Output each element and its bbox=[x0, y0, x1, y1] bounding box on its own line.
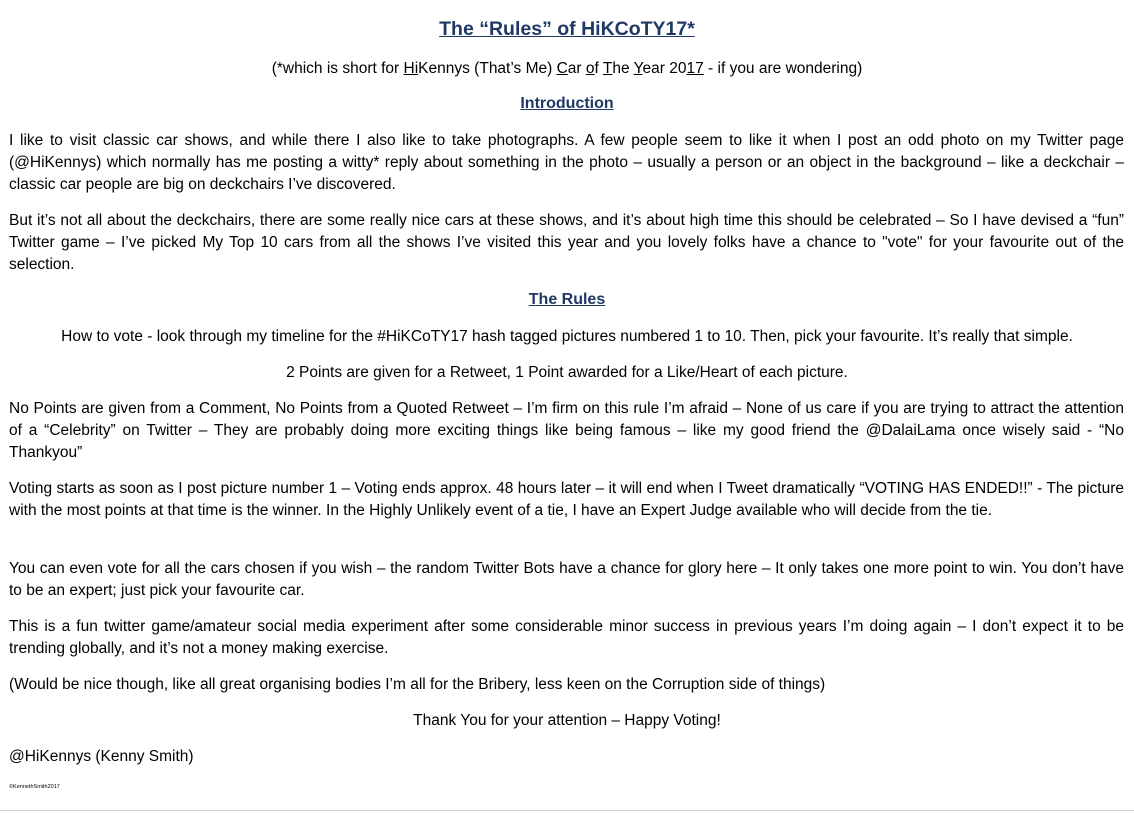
subtitle-underlined-c: C bbox=[556, 60, 568, 77]
intro-paragraph-2: But it’s not all about the deckchairs, there are some really nice cars at these shows, and it’s about high time this should be celebrated – So I have devised a “fun” Twitter game – I’ve picked My Top 10 cars from all the shows I’ve visited this year and you lovely folks have a chance to "vote" for your favourite out of the selection. bbox=[9, 212, 1124, 273]
subtitle-underlined-o: o bbox=[585, 60, 595, 77]
thanks-line: Thank You for your attention – Happy Voting! bbox=[413, 712, 721, 729]
rule-voting-starts: Voting starts as soon as I post picture number 1 – Voting ends approx. 48 hours later – it will end when I Tweet dramatically “VOTING HAS ENDED!!” - The picture with the most points at that time is the winner. In the Highly Unlikely event of a tie, I have an Expert Judge available who will decide from the tie. bbox=[9, 480, 1124, 519]
subtitle-text: (*which is short for bbox=[271, 60, 404, 77]
introduction-heading: Introduction bbox=[520, 95, 614, 112]
document-title: The “Rules” of HiKCoTY17* bbox=[439, 18, 695, 40]
rule-points: 2 Points are given for a Retweet, 1 Point awarded for a Like/Heart of each picture. bbox=[286, 364, 848, 381]
rule-how-to-vote: How to vote - look through my timeline for the #HiKCoTY17 hash tagged pictures numbered 1 to 10. Then, pick your favourite. It’s really that simple. bbox=[61, 328, 1073, 345]
document-subtitle bbox=[0, 60, 1134, 78]
subtitle-underlined-y: Y bbox=[633, 60, 643, 77]
subtitle-text: - if you are wondering) bbox=[703, 60, 863, 77]
subtitle-underlined-hi: Hi bbox=[403, 60, 419, 77]
rule-no-points: No Points are given from a Comment, No Points from a Quoted Retweet – I’m firm on this rule I’m afraid – None of us care if you are trying to attract the attention of a “Celebrity” on Twitter – They are probably doing more exciting things like being famous – like my good friend the @DalaiLama once wisely said - “No Thankyou” bbox=[9, 400, 1124, 461]
copyright-notice: ©KennethSmith2017 bbox=[9, 784, 60, 790]
page-bottom-divider bbox=[0, 810, 1134, 811]
subtitle-text: f bbox=[594, 60, 603, 77]
rule-fun-game: This is a fun twitter game/amateur social media experiment after some considerable minor success in previous years I’m doing again – I don’t expect it to be trending globally, and it’s not a money making exercise. bbox=[9, 618, 1124, 657]
subtitle-underlined-t: T bbox=[602, 60, 613, 77]
intro-paragraph-1: I like to visit classic car shows, and while there I also like to take photographs. A few people seem to like it when I post an odd photo on my Twitter page (@HiKennys) which normally has me posting a witty* reply about something in the photo – usually a person or an object in the background – like a deckchair – classic car people are big on deckchairs I’ve discovered. bbox=[9, 132, 1124, 193]
rules-heading: The Rules bbox=[528, 291, 606, 308]
subtitle-text: he bbox=[612, 60, 634, 77]
subtitle-underlined-17: 17 bbox=[686, 60, 704, 77]
rule-bribery: (Would be nice though, like all great organising bodies I’m all for the Bribery, less keen on the Corruption side of things) bbox=[9, 676, 826, 693]
signature: @HiKennys (Kenny Smith) bbox=[9, 748, 194, 765]
subtitle-text: ear 20 bbox=[642, 60, 687, 77]
subtitle-text: ennys (That’s Me) bbox=[428, 60, 557, 77]
subtitle-text: K bbox=[418, 60, 429, 77]
subtitle-text: ar bbox=[567, 60, 586, 77]
rule-vote-all: You can even vote for all the cars chosen if you wish – the random Twitter Bots have a chance for glory here – It only takes one more point to win. You don’t have to be an expert; just pick your favourite car. bbox=[9, 560, 1124, 599]
